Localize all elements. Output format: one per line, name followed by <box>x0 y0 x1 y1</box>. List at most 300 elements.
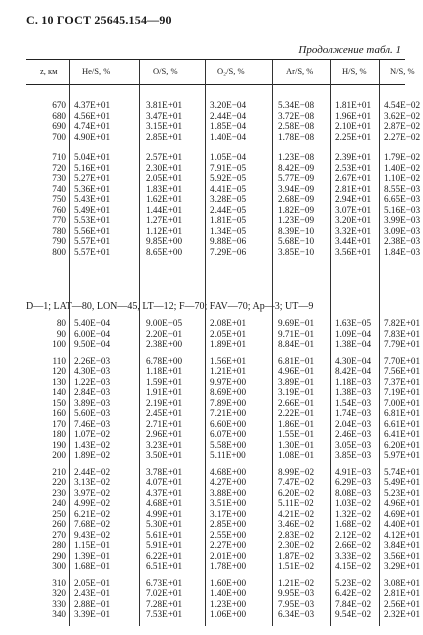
table-row <box>0 561 423 572</box>
cell-h: 1.38E−04 <box>335 339 372 349</box>
cell-h: 7.84E−02 <box>335 598 372 609</box>
cell-n: 7.19E+01 <box>384 387 421 397</box>
cell-n: 4.12E+01 <box>384 529 421 540</box>
cell-n: 7.37E+01 <box>384 376 421 387</box>
cell-z: 120 <box>52 366 66 376</box>
cell-ar: 2.66E−01 <box>278 397 315 408</box>
table-row <box>0 215 423 226</box>
cell-o: 1.83E+01 <box>146 183 183 194</box>
cell-ar: 5.11E−02 <box>278 498 314 508</box>
cell-o: 1.91E+01 <box>146 387 183 397</box>
table-row <box>0 339 423 350</box>
cell-ar: 6.34E−03 <box>278 609 315 619</box>
cell-z: 320 <box>52 588 66 598</box>
cell-he: 1.07E−02 <box>74 429 111 439</box>
cell-h: 3.07E+01 <box>335 204 372 215</box>
cell-n: 3.08E+01 <box>384 577 421 588</box>
table-row <box>0 419 423 430</box>
cell-h: 8.08E−03 <box>335 487 372 498</box>
cell-o2: 6.60E+00 <box>210 418 247 429</box>
cell-z: 220 <box>52 477 66 487</box>
cell-ar: 3.94E−09 <box>278 183 315 194</box>
cell-he: 9.43E−02 <box>74 529 111 540</box>
cell-z: 90 <box>56 328 66 339</box>
cell-he: 1.39E−01 <box>74 550 111 561</box>
cell-n: 3.29E+01 <box>384 561 421 571</box>
cell-n: 5.23E+01 <box>384 487 421 498</box>
cell-z: 130 <box>52 376 66 387</box>
cell-o2: 6.07E+00 <box>210 429 247 439</box>
cell-n: 2.38E−03 <box>384 236 421 246</box>
cell-o: 1.27E+01 <box>146 215 183 225</box>
cell-ar: 5.68E−10 <box>278 236 315 246</box>
cell-ar: 7.47E−02 <box>278 477 315 487</box>
cell-z: 730 <box>52 173 66 183</box>
table-row <box>0 132 423 143</box>
cell-z: 270 <box>52 529 66 540</box>
cell-he: 6.00E−04 <box>74 328 111 339</box>
cell-he: 5.43E+01 <box>74 194 111 204</box>
table-row <box>0 530 423 541</box>
cell-o: 1.62E+01 <box>146 194 183 204</box>
cell-o2: 1.56E+01 <box>210 355 247 366</box>
cell-z: 340 <box>52 609 66 619</box>
cell-o: 4.37E+01 <box>146 487 183 498</box>
cell-he: 7.68E−02 <box>74 519 111 529</box>
cell-n: 6.41E+01 <box>384 429 421 439</box>
cell-ar: 4.96E−01 <box>278 366 315 376</box>
cell-n: 2.56E+01 <box>384 598 421 609</box>
cell-o2: 1.06E+00 <box>210 609 247 619</box>
cell-he: 2.84E−03 <box>74 387 111 397</box>
page-header: С. 10 ГОСТ 25645.154—90 <box>26 13 172 27</box>
cell-o2: 5.58E+00 <box>210 439 247 450</box>
cell-n: 4.54E−02 <box>384 100 421 110</box>
cell-h: 2.66E−02 <box>335 540 372 550</box>
cell-he: 5.04E+01 <box>74 152 111 162</box>
cell-o2: 1.34E−05 <box>210 225 247 236</box>
table-row <box>0 408 423 419</box>
cell-z: 200 <box>52 450 66 460</box>
cell-ar: 3.85E−10 <box>278 246 315 257</box>
cell-o: 2.96E+01 <box>146 429 183 439</box>
cell-ar: 1.55E−01 <box>278 429 315 439</box>
cell-n: 1.79E−02 <box>384 152 421 162</box>
cell-h: 9.54E−02 <box>335 609 372 619</box>
cell-z: 740 <box>52 183 66 194</box>
table-row <box>0 377 423 388</box>
cell-he: 3.89E−03 <box>74 397 111 408</box>
cell-h: 1.81E+01 <box>335 100 372 110</box>
cell-n: 5.97E+01 <box>384 450 421 460</box>
cell-he: 5.16E+01 <box>74 162 111 173</box>
table-row <box>0 398 423 409</box>
table-row <box>0 100 423 111</box>
row-group <box>0 578 423 620</box>
cell-h: 3.44E+01 <box>335 236 372 246</box>
cell-h: 2.94E+01 <box>335 194 372 204</box>
cell-h: 2.81E+01 <box>335 183 372 194</box>
cell-n: 7.56E+01 <box>384 366 421 376</box>
cell-z: 310 <box>52 577 66 588</box>
cell-o: 4.68E+01 <box>146 498 183 508</box>
cell-h: 2.04E−03 <box>335 418 372 429</box>
cell-z: 240 <box>52 498 66 508</box>
cell-o2: 2.08E+01 <box>210 318 247 328</box>
cell-o: 6.73E+01 <box>146 577 183 588</box>
cell-z: 150 <box>52 397 66 408</box>
table-row <box>0 205 423 216</box>
cell-h: 8.42E−04 <box>335 366 372 376</box>
cell-z: 80 <box>56 318 66 328</box>
table-row <box>0 173 423 184</box>
table-row <box>0 540 423 551</box>
table-top-rule <box>26 59 405 60</box>
cell-h: 1.03E−02 <box>335 498 372 508</box>
cell-h: 2.53E+01 <box>335 162 372 173</box>
table-row <box>0 551 423 562</box>
cell-n: 7.00E+01 <box>384 397 421 408</box>
cell-n: 4.40E+01 <box>384 519 421 529</box>
cell-n: 2.32E+01 <box>384 609 421 619</box>
row-group <box>0 356 423 461</box>
cell-he: 5.36E+01 <box>74 183 111 194</box>
cell-z: 210 <box>52 466 66 477</box>
cell-o: 2.38E+00 <box>146 339 183 349</box>
table-row <box>0 152 423 163</box>
cell-he: 4.56E+01 <box>74 110 111 121</box>
cell-o: 7.53E+01 <box>146 609 183 619</box>
cell-he: 5.60E−03 <box>74 408 111 418</box>
cell-o2: 1.21E+01 <box>210 366 247 376</box>
cell-ar: 1.23E−09 <box>278 215 315 225</box>
cell-h: 1.68E−02 <box>335 519 372 529</box>
cell-z: 180 <box>52 429 66 439</box>
cell-ar: 5.34E−08 <box>278 100 315 110</box>
cell-o: 1.18E+01 <box>146 366 183 376</box>
cell-z: 110 <box>52 355 66 366</box>
table-row <box>0 440 423 451</box>
table-row <box>0 519 423 530</box>
cell-o: 5.91E+01 <box>146 540 183 550</box>
cell-z: 300 <box>52 561 66 571</box>
cell-z: 260 <box>52 519 66 529</box>
cell-o2: 4.68E+00 <box>210 466 247 477</box>
cell-z: 750 <box>52 194 66 204</box>
column-header-h: H/S, % <box>342 66 367 76</box>
cell-n: 5.49E+01 <box>384 477 421 487</box>
cell-n: 7.70E+01 <box>384 355 421 366</box>
cell-he: 1.89E−02 <box>74 450 111 460</box>
cell-z: 780 <box>52 225 66 236</box>
cell-he: 3.39E−01 <box>74 609 111 619</box>
cell-n: 6.81E+01 <box>384 408 421 418</box>
cell-h: 4.15E−02 <box>335 561 372 571</box>
cell-he: 5.53E+01 <box>74 215 111 225</box>
cell-ar: 6.20E−02 <box>278 487 315 498</box>
cell-he: 5.57E+01 <box>74 246 111 257</box>
cell-o2: 2.44E−04 <box>210 110 247 121</box>
cell-h: 2.46E−03 <box>335 429 372 439</box>
cell-o: 2.05E+01 <box>146 173 183 183</box>
cell-ar: 3.19E−01 <box>278 387 315 397</box>
cell-he: 2.05E−01 <box>74 577 111 588</box>
table-row <box>0 184 423 195</box>
cell-n: 6.61E+01 <box>384 418 421 429</box>
cell-o: 3.78E+01 <box>146 466 183 477</box>
cell-o: 4.99E+01 <box>146 508 183 519</box>
cell-n: 6.20E+01 <box>384 439 421 450</box>
cell-z: 700 <box>52 131 66 142</box>
cell-o2: 1.89E+01 <box>210 339 247 349</box>
cell-ar: 7.95E−03 <box>278 598 315 609</box>
cell-o2: 4.27E+00 <box>210 477 247 487</box>
cell-o: 3.23E+01 <box>146 439 183 450</box>
cell-h: 1.38E−03 <box>335 387 372 397</box>
cell-z: 670 <box>52 100 66 110</box>
cell-he: 1.22E−03 <box>74 376 111 387</box>
cell-n: 7.82E+01 <box>384 318 421 328</box>
table-row <box>0 488 423 499</box>
cell-n: 1.10E−02 <box>384 173 421 183</box>
table-row <box>0 356 423 367</box>
cell-o2: 7.91E−05 <box>210 162 247 173</box>
cell-ar: 1.08E−01 <box>278 450 315 460</box>
cell-he: 3.97E−02 <box>74 487 111 498</box>
cell-o: 5.30E+01 <box>146 519 183 529</box>
row-group <box>0 152 423 257</box>
cell-h: 1.74E−03 <box>335 408 372 418</box>
cell-h: 3.56E+01 <box>335 246 372 257</box>
cell-he: 2.26E−03 <box>74 355 111 366</box>
cell-ar: 2.58E−08 <box>278 121 315 131</box>
cell-o2: 2.05E+01 <box>210 328 247 339</box>
cell-z: 690 <box>52 121 66 131</box>
cell-ar: 1.23E−08 <box>278 152 315 162</box>
cell-h: 1.18E−03 <box>335 376 372 387</box>
cell-o: 1.59E+01 <box>146 376 183 387</box>
cell-n: 1.40E−02 <box>384 162 421 173</box>
cell-ar: 6.81E−01 <box>278 355 315 366</box>
cell-he: 6.21E−02 <box>74 508 111 519</box>
row-group <box>0 467 423 572</box>
cell-o: 2.85E+01 <box>146 131 183 142</box>
cell-h: 6.29E−03 <box>335 477 372 487</box>
row-group <box>0 100 423 142</box>
cell-h: 3.32E+01 <box>335 225 372 236</box>
cell-ar: 5.77E−09 <box>278 173 315 183</box>
table-row <box>0 236 423 247</box>
cell-he: 9.50E−04 <box>74 339 111 349</box>
table-continuation-label: Продолжение табл. 1 <box>298 44 401 56</box>
cell-he: 4.90E+01 <box>74 131 111 142</box>
cell-n: 3.62E−02 <box>384 110 421 121</box>
cell-ar: 1.51E−02 <box>278 561 315 571</box>
table-header-rule <box>26 84 405 85</box>
table-row <box>0 450 423 461</box>
table-row <box>0 477 423 488</box>
cell-z: 160 <box>52 408 66 418</box>
cell-ar: 3.72E−08 <box>278 110 315 121</box>
cell-he: 5.49E+01 <box>74 204 111 215</box>
cell-o2: 7.21E+00 <box>210 408 247 418</box>
cell-o: 1.44E+01 <box>146 204 183 215</box>
cell-h: 1.32E−02 <box>335 508 372 519</box>
table-row <box>0 509 423 520</box>
cell-he: 5.27E+01 <box>74 173 111 183</box>
table-row <box>0 609 423 620</box>
cell-ar: 3.89E−01 <box>278 376 315 387</box>
table-row <box>0 599 423 610</box>
table-row <box>0 387 423 398</box>
cell-o: 7.02E+01 <box>146 588 183 598</box>
cell-o2: 1.60E+00 <box>210 577 247 588</box>
cell-h: 2.10E+01 <box>335 121 372 131</box>
cell-ar: 3.46E−02 <box>278 519 315 529</box>
cell-o2: 3.17E+00 <box>210 508 247 519</box>
row-group <box>0 318 423 350</box>
table-row <box>0 111 423 122</box>
cell-n: 5.74E+01 <box>384 466 421 477</box>
cell-n: 3.56E+01 <box>384 550 421 561</box>
cell-h: 4.30E−04 <box>335 355 372 366</box>
cell-he: 2.43E−01 <box>74 588 111 598</box>
cell-h: 1.96E+01 <box>335 110 372 121</box>
cell-n: 4.69E+01 <box>384 508 421 519</box>
cell-h: 1.54E−03 <box>335 397 372 408</box>
cell-o2: 1.05E−04 <box>210 152 247 162</box>
column-header-ar: Ar/S, % <box>286 66 314 76</box>
cell-z: 770 <box>52 215 66 225</box>
table-row <box>0 498 423 509</box>
cell-n: 1.84E−03 <box>384 246 421 257</box>
cell-z: 140 <box>52 387 66 397</box>
cell-o2: 3.20E−04 <box>210 100 247 110</box>
cell-o2: 5.92E−05 <box>210 173 247 183</box>
cell-ar: 1.30E−01 <box>278 439 315 450</box>
cell-o: 2.71E+01 <box>146 418 183 429</box>
cell-n: 3.84E+01 <box>384 540 421 550</box>
cell-o: 2.19E+01 <box>146 397 183 408</box>
cell-he: 7.46E−03 <box>74 418 111 429</box>
cell-n: 4.96E+01 <box>384 498 421 508</box>
table-row <box>0 226 423 237</box>
cell-o2: 5.11E+00 <box>210 450 246 460</box>
cell-he: 1.68E−01 <box>74 561 111 571</box>
cell-z: 720 <box>52 162 66 173</box>
table-row <box>0 578 423 589</box>
table-row <box>0 588 423 599</box>
cell-o: 7.28E+01 <box>146 598 183 609</box>
cell-z: 790 <box>52 236 66 246</box>
cell-h: 1.63E−05 <box>335 318 372 328</box>
column-header-he: He/S, % <box>82 66 111 76</box>
cell-h: 1.09E−04 <box>335 328 372 339</box>
cell-o2: 3.88E+00 <box>210 487 247 498</box>
cell-he: 4.37E+01 <box>74 100 111 110</box>
cell-h: 2.25E+01 <box>335 131 372 142</box>
cell-n: 2.27E−02 <box>384 131 421 142</box>
cell-z: 190 <box>52 439 66 450</box>
cell-o: 3.47E+01 <box>146 110 183 121</box>
table-row <box>0 318 423 329</box>
cell-n: 3.09E−03 <box>384 225 421 236</box>
table-row <box>0 247 423 258</box>
cell-o2: 7.29E−06 <box>210 246 247 257</box>
cell-o: 6.78E+00 <box>146 355 183 366</box>
cell-o2: 9.97E+00 <box>210 376 247 387</box>
cell-o2: 8.69E+00 <box>210 387 247 397</box>
cell-o2: 3.28E−05 <box>210 194 247 204</box>
cell-o2: 2.01E+00 <box>210 550 247 561</box>
cell-h: 5.23E−02 <box>335 577 372 588</box>
cell-z: 680 <box>52 110 66 121</box>
cell-ar: 1.21E−02 <box>278 577 315 588</box>
cell-o2: 2.55E+00 <box>210 529 247 540</box>
cell-n: 7.79E+01 <box>384 339 421 349</box>
cell-ar: 1.78E−08 <box>278 131 315 142</box>
cell-o2: 7.89E+00 <box>210 397 247 408</box>
cell-o2: 1.81E−05 <box>210 215 247 225</box>
cell-h: 6.42E−02 <box>335 588 372 598</box>
cell-h: 2.39E+01 <box>335 152 372 162</box>
table-row <box>0 163 423 174</box>
cell-z: 250 <box>52 508 66 519</box>
cell-o2: 3.51E+00 <box>210 498 247 508</box>
cell-ar: 1.82E−09 <box>278 204 315 215</box>
cell-z: 100 <box>52 339 66 349</box>
cell-n: 3.99E−03 <box>384 215 421 225</box>
cell-o: 2.45E+01 <box>146 408 183 418</box>
cell-h: 2.12E−02 <box>335 529 372 540</box>
cell-ar: 8.39E−10 <box>278 225 315 236</box>
cell-z: 760 <box>52 204 66 215</box>
cell-h: 3.05E−03 <box>335 439 372 450</box>
cell-ar: 9.69E−01 <box>278 318 315 328</box>
cell-o: 2.20E−01 <box>146 328 183 339</box>
cell-ar: 2.30E−02 <box>278 540 315 550</box>
cell-he: 4.74E+01 <box>74 121 111 131</box>
cell-o: 9.00E−05 <box>146 318 183 328</box>
column-header-z: z, км <box>40 66 58 76</box>
cell-o: 1.12E+01 <box>146 225 183 236</box>
cell-o: 8.65E+00 <box>146 246 183 257</box>
cell-o: 2.30E+01 <box>146 162 183 173</box>
cell-o2: 2.27E+00 <box>210 540 247 550</box>
cell-z: 290 <box>52 550 66 561</box>
cell-h: 2.67E+01 <box>335 173 372 183</box>
cell-o: 9.85E+00 <box>146 236 183 246</box>
cell-n: 6.65E−03 <box>384 194 421 204</box>
cell-o2: 1.40E−04 <box>210 131 247 142</box>
cell-o: 6.51E+01 <box>146 561 183 571</box>
cell-he: 5.40E−04 <box>74 318 111 328</box>
cell-he: 1.43E−02 <box>74 439 111 450</box>
cell-z: 330 <box>52 598 66 609</box>
cell-he: 4.99E−02 <box>74 498 111 508</box>
cell-o: 5.61E+01 <box>146 529 183 540</box>
cell-o2: 9.88E−06 <box>210 236 247 246</box>
cell-n: 7.83E+01 <box>384 328 421 339</box>
cell-ar: 8.42E−09 <box>278 162 315 173</box>
column-header-o2: O₂/S, % <box>217 66 245 76</box>
cell-z: 280 <box>52 540 66 550</box>
cell-o: 2.57E+01 <box>146 152 183 162</box>
cell-o: 6.22E+01 <box>146 550 183 561</box>
cell-he: 4.30E−03 <box>74 366 111 376</box>
cell-o2: 2.44E−05 <box>210 204 247 215</box>
cell-he: 5.57E+01 <box>74 236 111 246</box>
